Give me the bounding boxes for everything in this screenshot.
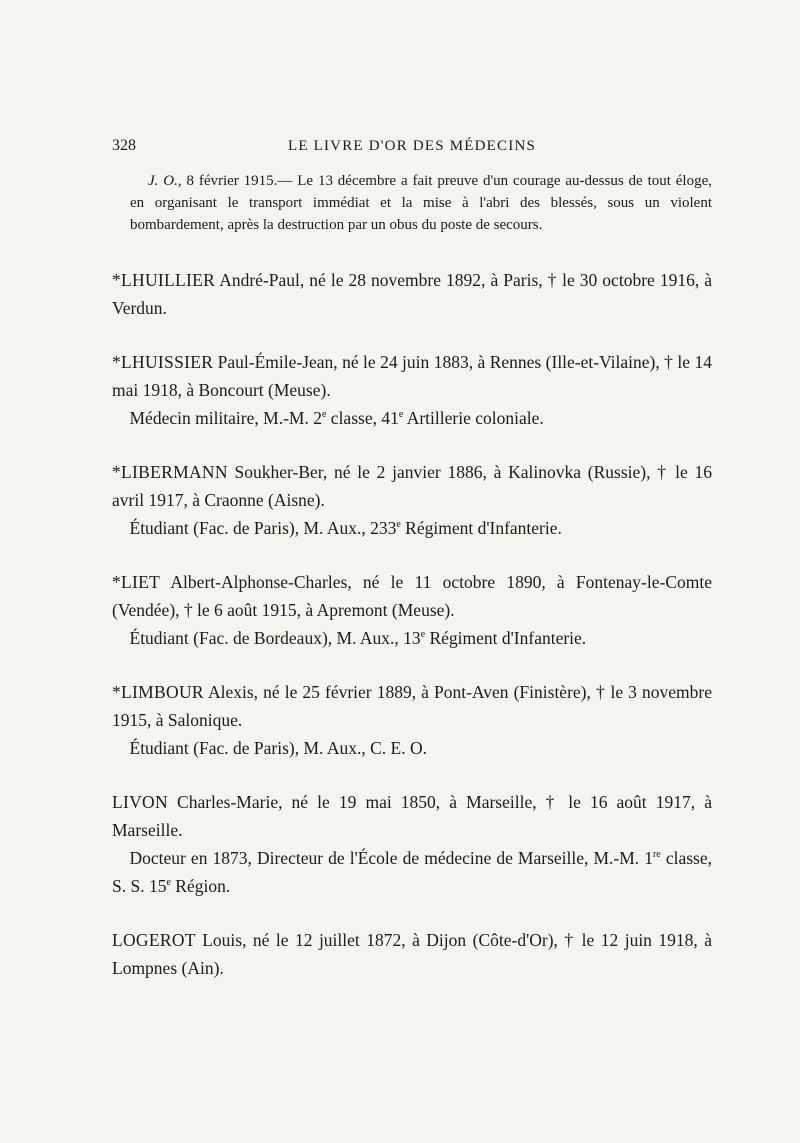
entry-detail: Médecin militaire, M.-M. 2e classe, 41e Artillerie coloniale. xyxy=(129,408,544,428)
entry-name: *LHUILLIER xyxy=(112,270,216,290)
entry-lhuillier xyxy=(112,266,712,322)
entry-detail: Docteur en 1873, Directeur de l'École de médecine de Marseille, M.-M. 1re classe, S. S. 15e Région. xyxy=(112,848,712,896)
citation-source: J. O. xyxy=(148,173,178,189)
entry-livon xyxy=(112,788,712,900)
entry-text: Soukher-Ber, né le 2 janvier 1886, à Kalinovka (Russie), † le 16 avril 1917, à Craonne (Aisne). xyxy=(112,462,712,510)
running-title: LE LIVRE D'OR DES MÉDECINS xyxy=(287,138,537,154)
entry-text: Alexis, né le 25 février 1889, à Pont-Aven (Finistère), † le 3 novembre 1915, à Salonique. xyxy=(112,682,712,730)
entry-name: *LIMBOUR xyxy=(112,682,204,702)
citation-text: , 8 février 1915.— Le 13 décembre a fait preuve d'un courage au-dessus de tout éloge, en organisant le transport immédiat et la mise à l'abri des blessés, sous un violent bombardement, après la destruction par un obus du poste de secours. xyxy=(130,173,712,233)
entry-text: Albert-Alphonse-Charles, né le 11 octobre 1890, à Fontenay-le-Comte (Vendée), † le 6 août 1915, à Apremont (Meuse). xyxy=(112,572,712,620)
entry-detail: Étudiant (Fac. de Paris), M. Aux., C. E. O. xyxy=(129,738,427,758)
entry-logerot xyxy=(112,926,712,982)
entry-text: André-Paul, né le 28 novembre 1892, à Paris, † le 30 octobre 1916, à Verdun. xyxy=(112,270,712,318)
entry-text: Paul-Émile-Jean, né le 24 juin 1883, à Rennes (Ille-et-Vilaine), † le 14 mai 1918, à Boncourt (Meuse). xyxy=(112,352,712,400)
page-content xyxy=(112,170,712,982)
entry-name: *LHUISSIER xyxy=(112,352,214,372)
entry-liet xyxy=(112,568,712,652)
entry-detail: Étudiant (Fac. de Paris), M. Aux., 233e Régiment d'Infanterie. xyxy=(129,518,562,538)
entry-name: LOGEROT xyxy=(112,930,196,950)
citation-note xyxy=(130,170,712,236)
entry-text: Louis, né le 12 juillet 1872, à Dijon (Côte-d'Or), † le 12 juin 1918, à Lompnes (Ain). xyxy=(112,930,712,978)
running-header xyxy=(112,137,712,159)
entry-name: *LIBERMANN xyxy=(112,462,228,482)
entry-text: Charles-Marie, né le 19 mai 1850, à Marseille, † le 16 août 1917, à Marseille. xyxy=(112,792,712,840)
entry-lhuissier xyxy=(112,348,712,432)
entry-detail: Étudiant (Fac. de Bordeaux), M. Aux., 13e Régiment d'Infanterie. xyxy=(129,628,587,648)
entry-libermann xyxy=(112,458,712,542)
entry-name: LIVON xyxy=(112,792,168,812)
entry-name: *LIET xyxy=(112,572,161,592)
page-number: 328 xyxy=(112,137,136,154)
entry-limbour xyxy=(112,678,712,762)
